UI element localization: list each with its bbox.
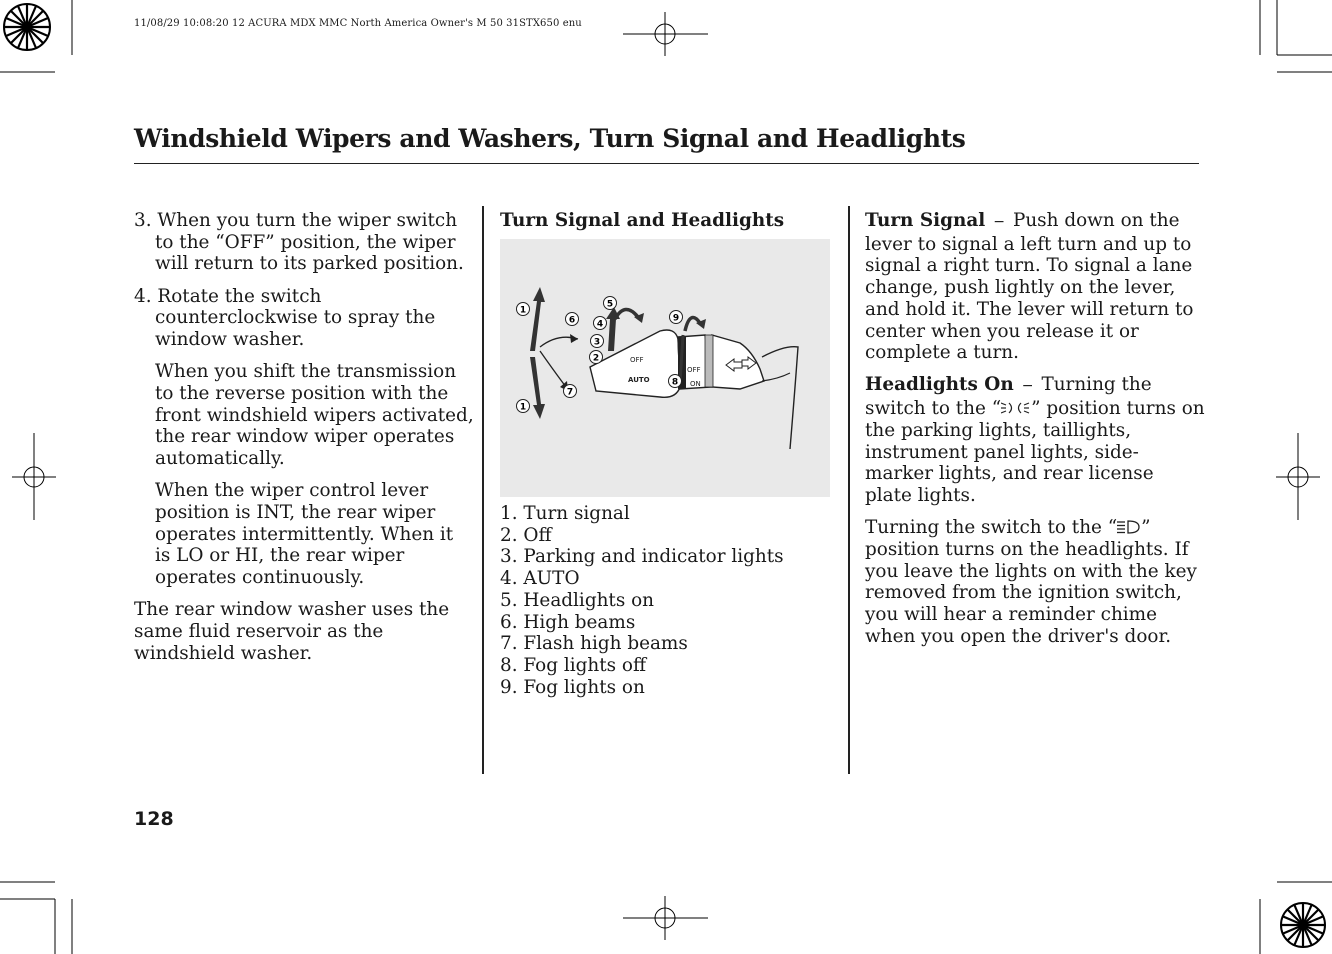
legend-item: 4. AUTO bbox=[500, 568, 580, 590]
switch-label-auto: AUTO bbox=[628, 376, 650, 384]
switch-label-fog-on: ON bbox=[690, 380, 701, 388]
switch-label-fog-off: OFF bbox=[687, 366, 701, 374]
title-divider bbox=[134, 163, 1199, 164]
step-4: 4. Rotate the switch counterclockwise to spray the window washer. bbox=[134, 285, 436, 351]
paragraph-turn-signal bbox=[865, 210, 1205, 364]
legend-item: 3. Parking and indicator lights bbox=[500, 546, 784, 568]
paragraph-reverse: When you shift the transmission to the reverse position with the front windshield wipers activated, the rear window wiper operates automatically. bbox=[155, 361, 474, 470]
callout-8: 8 bbox=[671, 377, 679, 388]
combination-switch-illustration bbox=[500, 239, 830, 497]
column-turn-signal bbox=[500, 210, 840, 242]
column-wipers bbox=[134, 210, 474, 675]
legend-item: 7. Flash high beams bbox=[500, 633, 688, 655]
callout-4: 4 bbox=[596, 319, 604, 330]
switch-label-off: OFF bbox=[630, 356, 644, 364]
callout-9: 9 bbox=[672, 313, 680, 324]
registration-mark-icon bbox=[1275, 897, 1332, 954]
parking-lights-icon bbox=[1001, 401, 1031, 415]
section-heading: Turn Signal and Headlights bbox=[500, 210, 785, 231]
figure-legend bbox=[500, 503, 784, 698]
dash-separator: − bbox=[1021, 378, 1034, 395]
paragraph-int: When the wiper control lever position is INT, the rear wiper operates intermittently. When it is LO or HI, the rear wiper operates continuously. bbox=[155, 480, 454, 589]
legend-item: 5. Headlights on bbox=[500, 589, 655, 611]
turn-signal-text: Push down on the lever to signal a left turn and up to signal a right turn. To signal a lane change, push lightly on the lever, and hold it. The lever will return to center when you release it or complete a turn. bbox=[865, 210, 1194, 364]
print-metadata: 11/08/29 10:08:20 12 ACURA MDX MMC North America Owner's M 50 31STX650 enu bbox=[134, 18, 582, 29]
callout-1: 1 bbox=[519, 305, 527, 316]
legend-item: 1. Turn signal bbox=[500, 503, 630, 524]
step-3: 3. When you turn the wiper switch to the “OFF” position, the wiper will return to its parked position. bbox=[134, 210, 464, 275]
paragraph-headlights-on: Turning the switch to the “ ” position turns on the headlights. If you leave the lights on with the key removed from the ignition switch, you will hear a reminder chime when you open the driver's door. bbox=[865, 517, 1197, 647]
callout-2: 2 bbox=[592, 353, 600, 364]
legend-item: 2. Off bbox=[500, 524, 552, 546]
page-number: 128 bbox=[134, 808, 174, 830]
term-headlights-on: Headlights On bbox=[865, 374, 1014, 396]
column-details bbox=[865, 210, 1205, 658]
dash-separator: − bbox=[993, 214, 1005, 230]
paragraph-headlights: Headlights On − Turning the switch to the “ ” position turns on the parking lights, taillights, instrument panel lights, side-marker lights, and rear license plate lights. bbox=[865, 374, 1205, 506]
column-divider bbox=[482, 206, 484, 774]
headlight-icon bbox=[1117, 520, 1141, 534]
callout-7: 7 bbox=[566, 387, 574, 398]
page-title: Windshield Wipers and Washers, Turn Signal and Headlights bbox=[134, 124, 966, 153]
paragraph-washer: The rear window washer uses the same fluid reservoir as the windshield washer. bbox=[134, 599, 450, 664]
callout-3: 3 bbox=[593, 337, 601, 348]
callout-6: 6 bbox=[568, 315, 576, 326]
legend-item: 6. High beams bbox=[500, 611, 636, 633]
legend-item: 9. Fog lights on bbox=[500, 676, 645, 698]
legend-item: 8. Fog lights off bbox=[500, 654, 647, 676]
callout-1: 1 bbox=[519, 402, 527, 413]
callout-5: 5 bbox=[606, 299, 614, 310]
column-divider bbox=[848, 206, 850, 774]
term-turn-signal: Turn Signal bbox=[865, 210, 986, 231]
